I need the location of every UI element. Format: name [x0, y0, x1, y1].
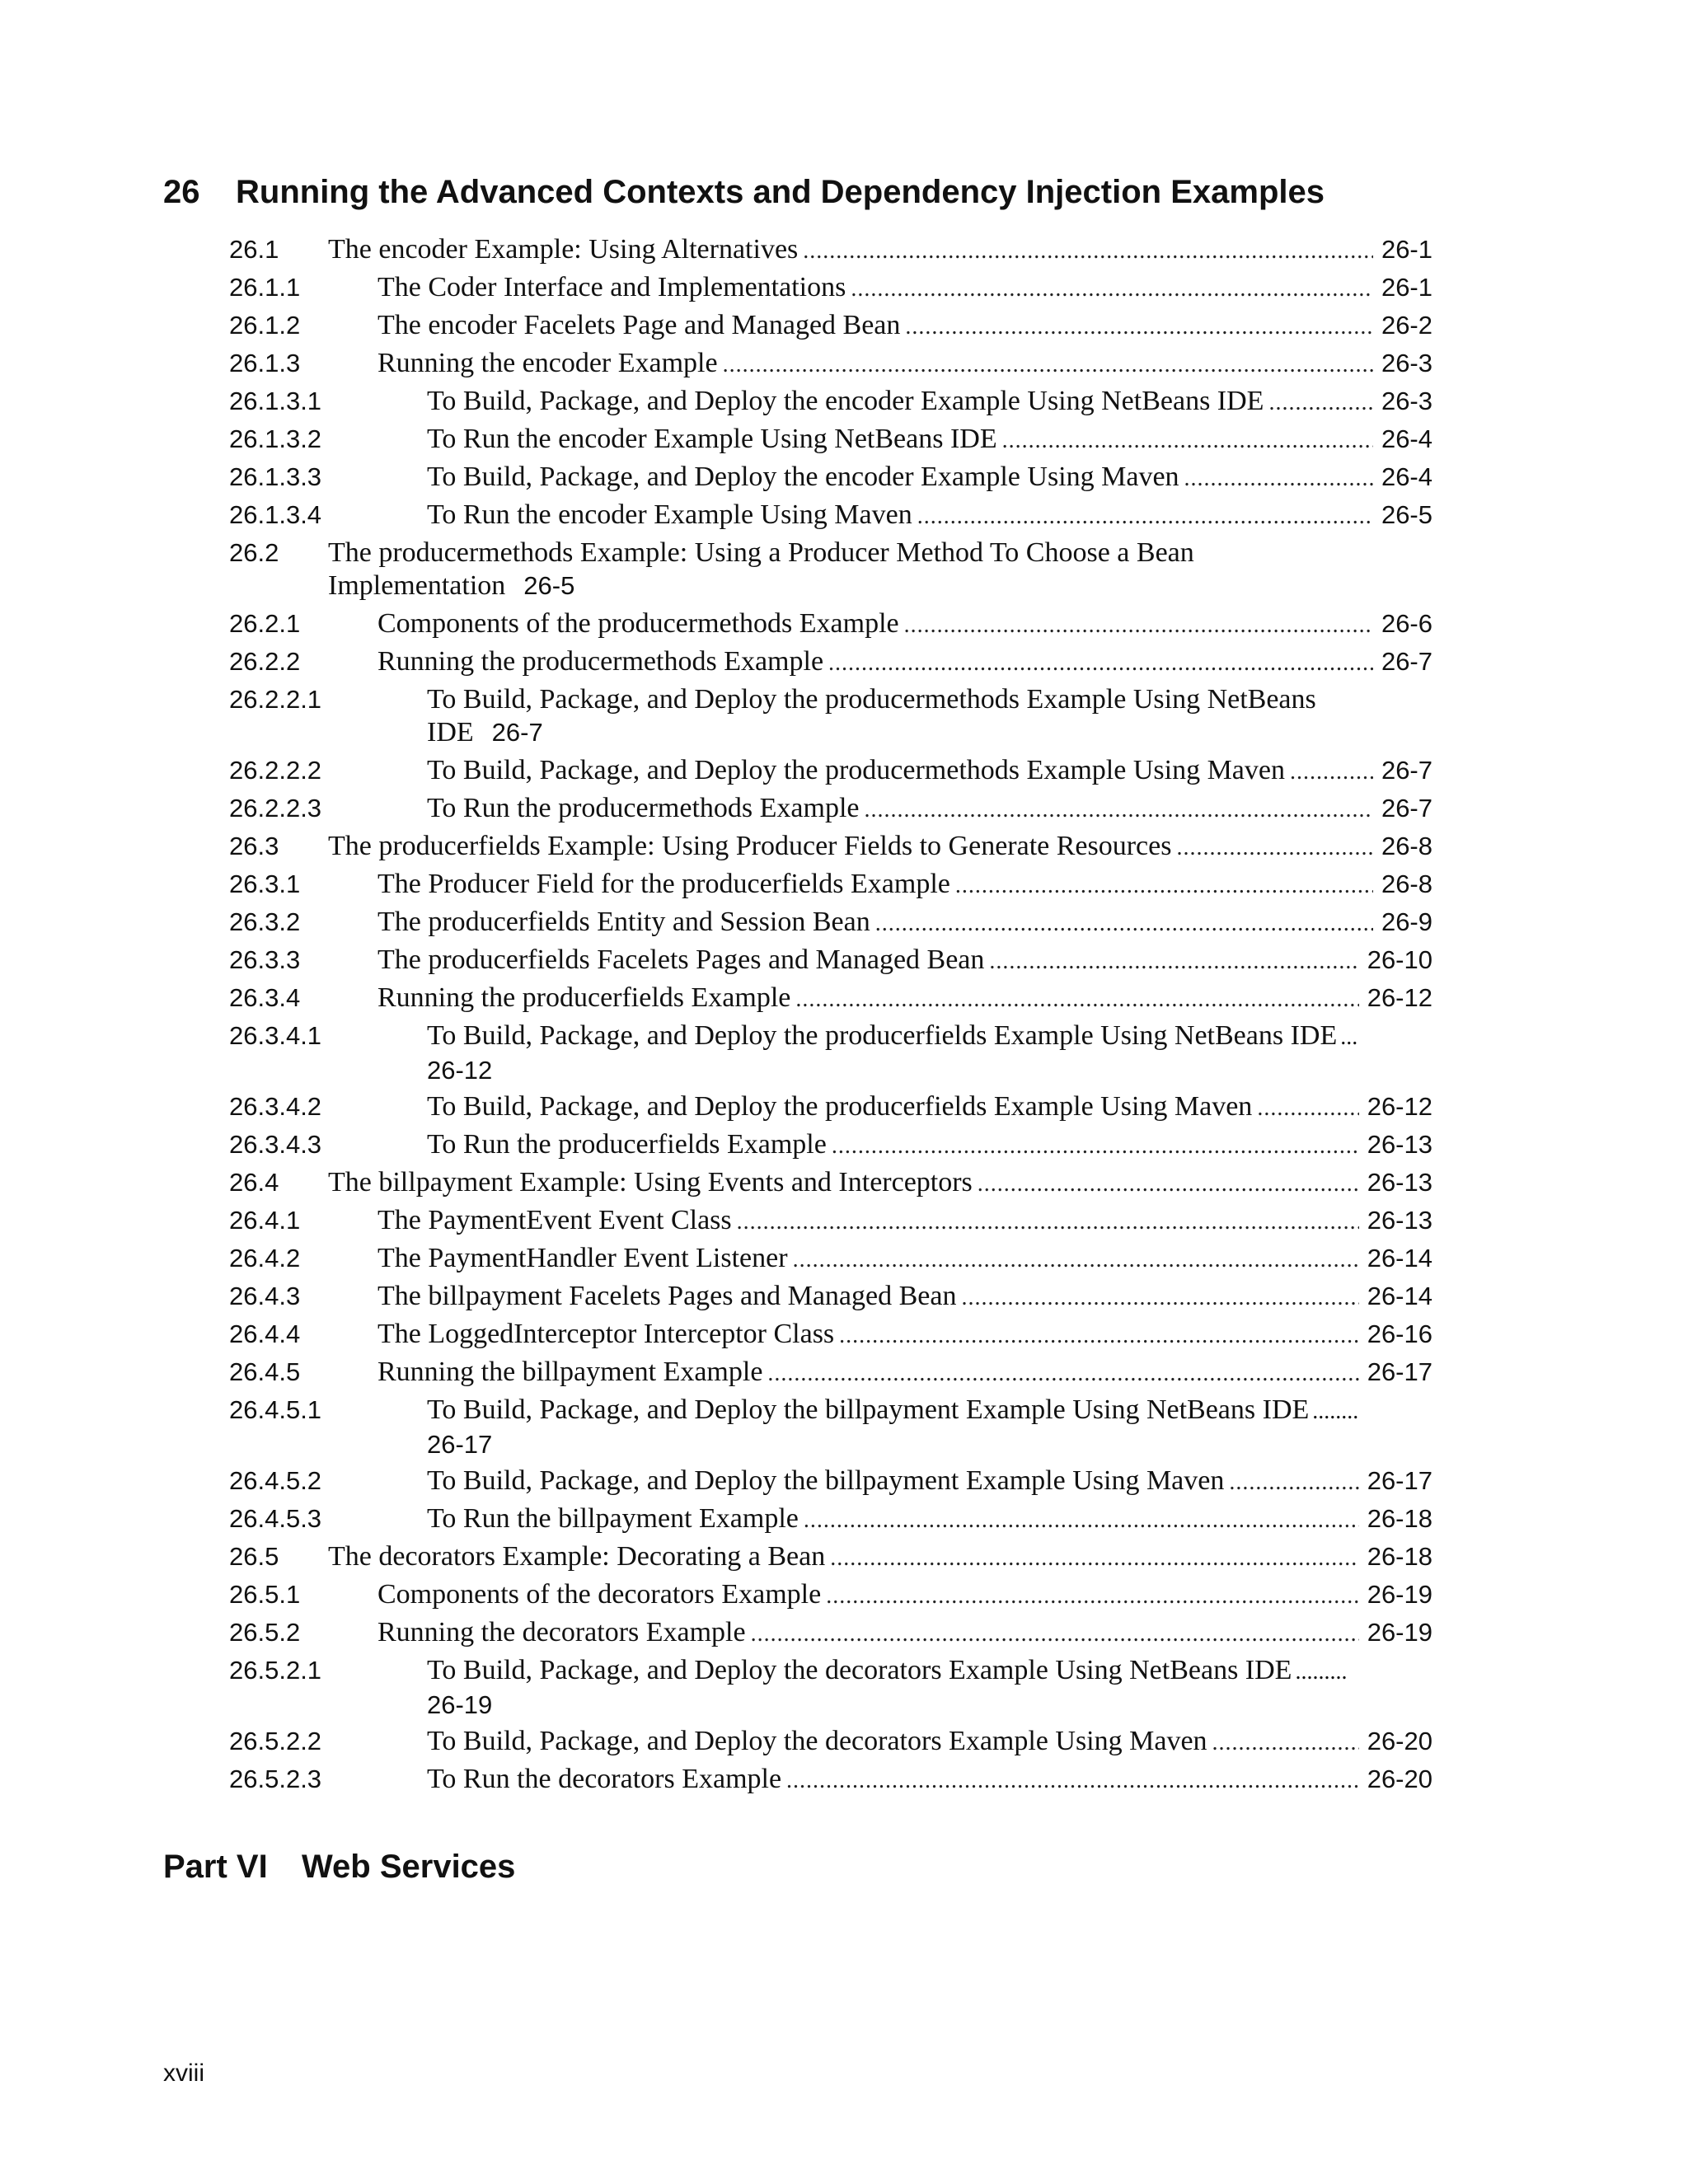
toc-entry[interactable]	[0, 1462, 1688, 1500]
toc-entry[interactable]	[0, 534, 1688, 605]
dot-leader	[865, 791, 1373, 829]
toc-entry-page: 26-9	[1381, 907, 1432, 936]
toc-entry-title-continued: IDE	[427, 717, 474, 748]
toc-entry-page: 26-3	[1381, 349, 1432, 377]
toc-entry[interactable]	[0, 1538, 1688, 1576]
toc-entry[interactable]	[0, 979, 1688, 1017]
toc-entry-title: The producerfields Example: Using Producer Fields to Generate Resources	[328, 831, 1172, 861]
toc-entry-number: 26.4.4	[229, 1319, 301, 1348]
dot-leader	[851, 270, 1373, 308]
toc-entry-text	[328, 537, 1432, 602]
part-title: Web Services	[302, 1849, 516, 1885]
toc-entry-title: The Coder Interface and Implementations	[377, 272, 846, 302]
toc-entry-title: The LoggedInterceptor Interceptor Class	[377, 1319, 835, 1349]
toc-entry-number: 26.4.3	[229, 1282, 301, 1310]
toc-entry-title: The Producer Field for the producerfields Example	[377, 869, 950, 899]
toc-entry[interactable]	[0, 1391, 1688, 1462]
toc-entry-page: 26-8	[1381, 869, 1432, 898]
toc-entry-title: Running the producerfields Example	[377, 982, 791, 1013]
toc-entry-number: 26.3	[229, 832, 279, 860]
toc-entry-page: 26-6	[1381, 609, 1432, 638]
toc-entry-title: The encoder Facelets Page and Managed Bean	[377, 310, 901, 340]
toc-entry-number: 26.2.2.1	[229, 685, 322, 714]
toc-entry-page: 26-20	[1367, 1727, 1432, 1755]
toc-entry-number: 26.1	[229, 235, 279, 264]
toc-entry[interactable]	[0, 865, 1688, 903]
toc-entry-title: To Build, Package, and Deploy the billpayment Example Using Maven	[427, 1465, 1225, 1496]
chapter-number: 26	[163, 174, 200, 210]
toc-entry[interactable]	[0, 903, 1688, 941]
toc-entry[interactable]	[0, 496, 1688, 534]
toc-entry-number: 26.5.1	[229, 1580, 301, 1609]
dot-leader	[1290, 753, 1373, 791]
dot-leader	[795, 981, 1358, 1019]
toc-entry-number: 26.4.5.1	[229, 1395, 322, 1424]
dot-leader	[828, 644, 1373, 682]
toc-entry[interactable]	[0, 1500, 1688, 1538]
toc-entry-title: To Build, Package, and Deploy the encoder Example Using NetBeans IDE	[427, 386, 1264, 416]
toc-entry-title: Components of the decorators Example	[377, 1579, 822, 1610]
toc-entry-title: To Build, Package, and Deploy the producerfields Example Using Maven	[427, 1091, 1253, 1122]
dot-leader	[989, 943, 1358, 981]
toc-entry[interactable]	[0, 269, 1688, 307]
toc-entry[interactable]	[0, 1614, 1688, 1652]
toc-entry-number: 26.4.1	[229, 1206, 301, 1235]
dot-leader	[961, 1279, 1358, 1317]
toc-entry-page: 26-17	[1367, 1357, 1432, 1386]
toc-entry[interactable]	[0, 1126, 1688, 1164]
toc-entry-title: To Build, Package, and Deploy the decorators Example Using NetBeans IDE	[427, 1655, 1292, 1685]
toc-entry-number: 26.3.2	[229, 907, 301, 936]
dot-leader	[839, 1317, 1359, 1355]
toc-entry-page: 26-12	[1367, 1092, 1432, 1121]
toc-entry-page: 26-18	[1367, 1504, 1432, 1533]
toc-entry[interactable]	[0, 643, 1688, 681]
toc-entry-page: 26-19	[427, 1690, 493, 1719]
toc-entry-text	[427, 683, 1432, 749]
toc-entry-page: 26-13	[1367, 1206, 1432, 1235]
toc-entry-title: The billpayment Example: Using Events and Interceptors	[328, 1167, 973, 1197]
toc-entry-title: The producerfields Facelets Pages and Managed Bean	[377, 944, 985, 975]
toc-entry-number: 26.4.2	[229, 1244, 301, 1272]
toc-entry-page: 26-4	[1381, 424, 1432, 453]
dot-leader	[1268, 384, 1373, 422]
toc-entry-page: 26-17	[1367, 1466, 1432, 1495]
toc-entry[interactable]	[0, 790, 1688, 827]
toc-entry-page: 26-13	[1367, 1130, 1432, 1159]
toc-entry-page: 26-19	[1367, 1618, 1432, 1647]
toc-entry-title: To Build, Package, and Deploy the producermethods Example Using Maven	[427, 755, 1285, 785]
chapter-title: Running the Advanced Contexts and Dependency Injection Examples	[236, 174, 1325, 210]
toc-entry-number: 26.3.3	[229, 945, 301, 974]
toc-entry-title: To Build, Package, and Deploy the billpayment Example Using NetBeans IDE	[427, 1394, 1310, 1425]
toc-entry-page: 26-7	[491, 718, 543, 747]
toc-entry[interactable]	[0, 1164, 1688, 1202]
toc-entry-title: The PaymentEvent Event Class	[377, 1205, 732, 1235]
dot-leader	[793, 1241, 1359, 1279]
dot-leader	[1002, 422, 1373, 460]
toc-entry-number: 26.4	[229, 1168, 279, 1197]
toc-entry-title: The billpayment Facelets Pages and Managed Bean	[377, 1281, 957, 1311]
dot-leader	[1212, 1724, 1359, 1762]
dot-leader	[723, 346, 1373, 384]
toc-entry-title-continued: Implementation	[328, 570, 506, 601]
toc-entry[interactable]	[0, 1277, 1688, 1315]
toc-entry-page: 26-3	[1381, 387, 1432, 415]
toc-entry[interactable]	[0, 1017, 1688, 1088]
toc-entry-title: Running the producermethods Example	[377, 646, 824, 677]
toc-entry[interactable]	[0, 420, 1688, 458]
toc-entry-title: The producermethods Example: Using a Producer Method To Choose a Bean	[328, 537, 1194, 568]
toc-entry-title: The encoder Example: Using Alternatives	[328, 234, 799, 265]
toc-entry-title: Running the encoder Example	[377, 348, 718, 378]
toc-entry[interactable]	[0, 827, 1688, 865]
toc-entry-title: Running the decorators Example	[377, 1617, 746, 1647]
toc-entry-page: 26-8	[1381, 832, 1432, 860]
toc-entry-page: 26-20	[1367, 1765, 1432, 1793]
dot-leader	[826, 1577, 1359, 1615]
dot-leader	[917, 498, 1373, 536]
toc-entry-number: 26.1.3.4	[229, 500, 322, 529]
toc-entry-page: 26-18	[1367, 1542, 1432, 1571]
toc-entry-page: 26-5	[523, 571, 575, 600]
toc-entry-title: To Build, Package, and Deploy the decorators Example Using Maven	[427, 1726, 1207, 1756]
toc-entry-page: 26-2	[1381, 311, 1432, 340]
toc-entry-number: 26.5.2.1	[229, 1656, 322, 1685]
toc-entry-title: The producerfields Entity and Session Bean	[377, 907, 870, 937]
toc-entry-title: To Run the encoder Example Using NetBeans IDE	[427, 424, 997, 454]
toc-entry-page: 26-7	[1381, 756, 1432, 785]
toc-entry[interactable]	[0, 458, 1688, 496]
dot-leader	[1229, 1464, 1358, 1502]
toc-entry-number: 26.2.2	[229, 647, 301, 676]
toc-entry-number: 26.1.2	[229, 311, 301, 340]
toc-entry[interactable]	[0, 681, 1688, 752]
dot-leader	[978, 1165, 1359, 1203]
toc-entry-text	[427, 1654, 1432, 1722]
toc-entry[interactable]	[0, 382, 1688, 420]
toc-entry-page: 26-1	[1381, 273, 1432, 302]
dot-leader	[1257, 1090, 1358, 1127]
toc-entry-number: 26.2.2.2	[229, 756, 322, 785]
dot-leader	[737, 1203, 1359, 1241]
toc-entry-page: 26-17	[427, 1430, 493, 1459]
toc-entry[interactable]	[0, 1240, 1688, 1277]
dot-leader	[767, 1355, 1358, 1393]
page-number: xviii	[163, 2060, 204, 2087]
toc-entry-number: 26.3.1	[229, 869, 301, 898]
dot-leader	[786, 1762, 1359, 1800]
dot-leader: ........	[1312, 1399, 1359, 1424]
toc-entry-number: 26.4.5	[229, 1357, 301, 1386]
toc-entry-title: The PaymentHandler Event Listener	[377, 1243, 788, 1273]
toc-entry-page: 26-14	[1367, 1244, 1432, 1272]
toc-entry-text	[427, 1019, 1432, 1087]
part-heading	[163, 1844, 515, 1890]
dot-leader: ...	[1340, 1024, 1358, 1050]
toc-entry-number: 26.5.2.2	[229, 1727, 322, 1755]
toc-entry-title: To Build, Package, and Deploy the encoder Example Using Maven	[427, 462, 1179, 492]
toc-entry-number: 26.4.5.3	[229, 1504, 322, 1533]
toc-entry-title: Components of the producermethods Example	[377, 608, 899, 639]
toc-entry-title: To Run the producerfields Example	[427, 1129, 827, 1160]
toc-entry-number: 26.3.4.1	[229, 1021, 322, 1050]
toc-entry-number: 26.1.1	[229, 273, 301, 302]
toc-entry-page: 26-1	[1381, 235, 1432, 264]
toc-entry-page: 26-19	[1367, 1580, 1432, 1609]
toc-entry[interactable]	[0, 1652, 1688, 1722]
dot-leader	[830, 1540, 1358, 1577]
dot-leader	[803, 232, 1373, 270]
toc-entry-title: To Build, Package, and Deploy the producermethods Example Using NetBeans	[427, 684, 1316, 715]
toc-entry[interactable]	[0, 231, 1688, 269]
toc-entry-page: 26-10	[1367, 945, 1432, 974]
toc-entry-number: 26.4.5.2	[229, 1466, 322, 1495]
toc-entry[interactable]	[0, 1353, 1688, 1391]
toc-entry-page: 26-16	[1367, 1319, 1432, 1348]
toc-entry-number: 26.5.2	[229, 1618, 301, 1647]
toc-entry-page: 26-13	[1367, 1168, 1432, 1197]
toc-entry-page: 26-12	[427, 1056, 493, 1085]
toc-entry-title: To Run the encoder Example Using Maven	[427, 499, 912, 530]
chapter-heading	[163, 169, 1515, 215]
part-label: Part VI	[163, 1849, 268, 1885]
toc-entry[interactable]	[0, 344, 1688, 382]
toc-entry[interactable]	[0, 1576, 1688, 1614]
toc-entry[interactable]	[0, 605, 1688, 643]
toc-entry-page: 26-4	[1381, 462, 1432, 491]
dot-leader: .........	[1295, 1659, 1348, 1685]
toc-entry[interactable]	[0, 1722, 1688, 1760]
dot-leader	[804, 1502, 1359, 1540]
toc-entry-title: To Build, Package, and Deploy the producerfields Example Using NetBeans IDE	[427, 1020, 1338, 1051]
toc-entry-page: 26-7	[1381, 647, 1432, 676]
toc-entry-number: 26.3.4	[229, 983, 301, 1012]
toc-entry[interactable]	[0, 1760, 1688, 1798]
toc-entry-number: 26.3.4.2	[229, 1092, 322, 1121]
toc-entry-number: 26.1.3.1	[229, 387, 322, 415]
toc-entry-title: To Run the billpayment Example	[427, 1503, 799, 1534]
toc-entry-text	[427, 1394, 1432, 1461]
toc-entry-number: 26.2	[229, 538, 279, 567]
toc-entry-number: 26.1.3.2	[229, 424, 322, 453]
toc-entry-page: 26-12	[1367, 983, 1432, 1012]
toc-entry[interactable]	[0, 941, 1688, 979]
toc-entry-title: To Run the producermethods Example	[427, 793, 860, 823]
dot-leader	[751, 1615, 1359, 1653]
toc-entry-title: The decorators Example: Decorating a Bean	[328, 1541, 826, 1572]
toc-entry-number: 26.1.3	[229, 349, 301, 377]
dot-leader	[875, 905, 1373, 943]
toc-entry-title: To Run the decorators Example	[427, 1764, 782, 1794]
dot-leader	[1184, 460, 1373, 498]
toc-entry-number: 26.5.2.3	[229, 1765, 322, 1793]
toc-entry-page: 26-14	[1367, 1282, 1432, 1310]
toc-entry[interactable]	[0, 1202, 1688, 1240]
toc-entry[interactable]	[0, 752, 1688, 790]
toc-entry-number: 26.3.4.3	[229, 1130, 322, 1159]
toc-entry[interactable]	[0, 1088, 1688, 1126]
dot-leader	[955, 867, 1373, 905]
toc-entry-number: 26.2.1	[229, 609, 301, 638]
toc-entry-number: 26.1.3.3	[229, 462, 322, 491]
dot-leader	[904, 607, 1373, 644]
toc-entry[interactable]	[0, 307, 1688, 344]
dot-leader	[832, 1127, 1359, 1165]
toc-entry-number: 26.2.2.3	[229, 794, 322, 823]
dot-leader	[905, 308, 1373, 346]
toc-entry-number: 26.5	[229, 1542, 279, 1571]
toc-entry-page: 26-7	[1381, 794, 1432, 823]
toc-entry-title: Running the billpayment Example	[377, 1357, 763, 1387]
toc-entry-page: 26-5	[1381, 500, 1432, 529]
toc-entry[interactable]	[0, 1315, 1688, 1353]
dot-leader	[1176, 829, 1372, 867]
